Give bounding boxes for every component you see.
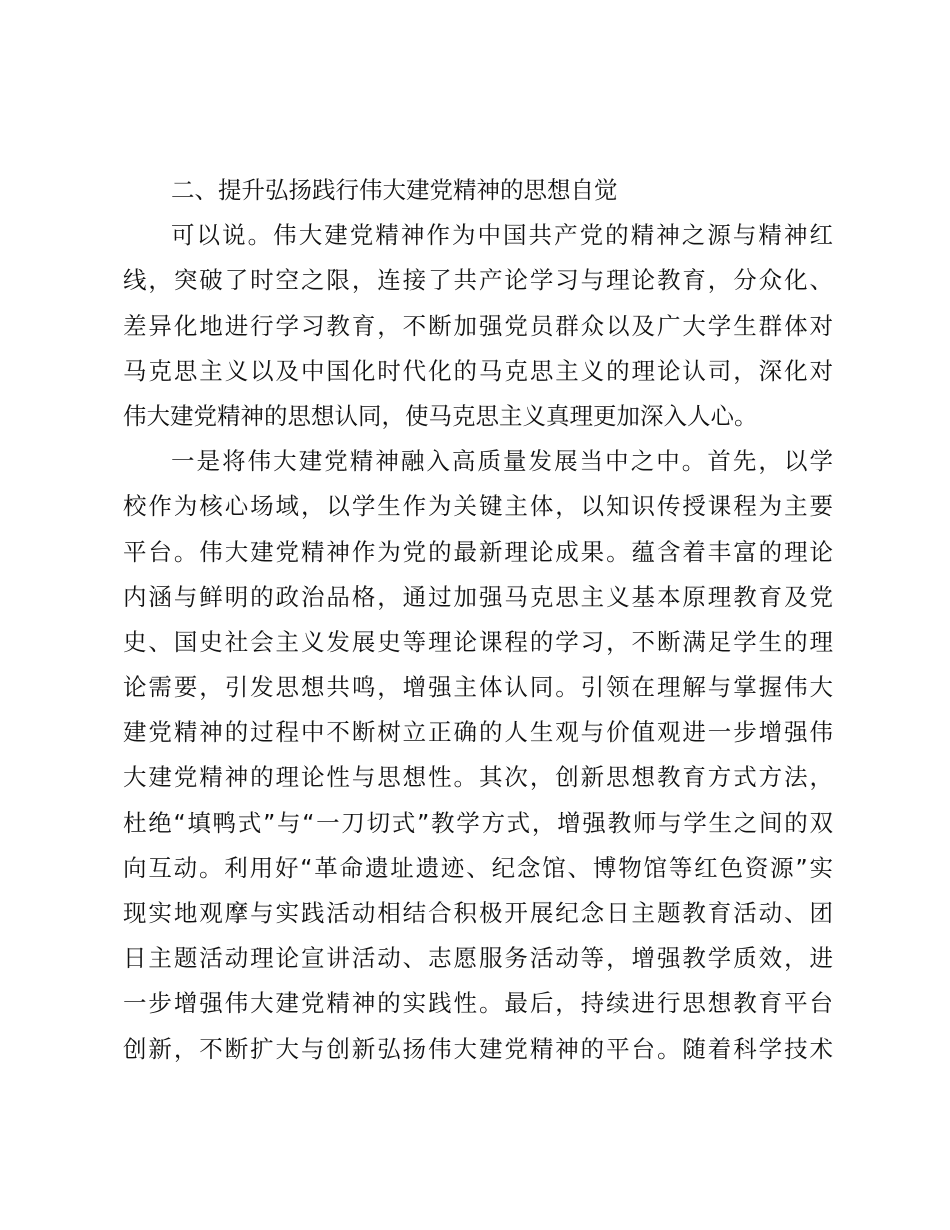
paragraph-line: 日主题活动理论宣讲活动、志愿服务活动等，增强教学质效，进 [123,944,833,973]
paragraph-line: 线，突破了时空之限，连接了共产论学习与理论教育，分众化、 [123,266,833,295]
paragraph-line: 杜绝“填鸭式”与“一刀切式”教学方式，增强教师与学生之间的双 [123,808,833,837]
paragraph-1 [123,213,833,439]
paragraph-line: 马克思主义以及中国化时代化的马克思主义的理论认司，深化对 [123,356,833,385]
paragraph-line: 内涵与鲜明的政治品格，通过加强马克思主义基本原理教育及党 [123,582,833,611]
paragraph-line: 创新，不断扩大与创新弘扬伟大建党精神的平台。随着科学技术 [123,1034,833,1063]
paragraph-line: 平台。伟大建党精神作为党的最新理论成果。蕴含着丰富的理论 [123,537,833,566]
paragraph-line: 差异化地进行学习教育，不断加强党员群众以及广大学生群体对 [123,311,833,340]
section-heading: 二、提升弘扬践行伟大建党精神的思想自觉 [171,176,618,204]
paragraph-2 [123,439,833,1072]
paragraph-line: 史、国史社会主义发展史等理论课程的学习，不断满足学生的理 [123,627,833,656]
paragraph-line: 校作为核心场域，以学生作为关键主体，以知识传授课程为主要 [123,492,833,521]
paragraph-line: 一是将伟大建党精神融入高质量发展当中之中。首先，以学 [171,447,833,476]
paragraph-line: 论需要，引发思想共鸣，增强主体认同。引领在理解与掌握伟大 [123,673,833,702]
paragraph-line: 大建党精神的理论性与思想性。其次，创新思想教育方式方法， [123,763,833,792]
document-body [123,168,833,1072]
paragraph-line: 一步增强伟大建党精神的实践性。最后，持续进行思想教育平台 [123,989,833,1018]
paragraph-line: 现实地观摩与实践活动相结合积极开展纪念日主题教育活动、团 [123,899,833,927]
paragraph-line: 向互动。利用好“革命遗址遗迹、纪念馆、博物馆等红色资源”实 [123,853,833,882]
paragraph-line: 建党精神的过程中不断树立正确的人生观与价值观进一步增强伟 [123,718,833,747]
paragraph-line: 伟大建党精神的思想认同，使马克思主义真理更加深入人心。 [123,401,758,430]
paragraph-line: 可以说。伟大建党精神作为中国共产党的精神之源与精神红 [171,221,833,250]
